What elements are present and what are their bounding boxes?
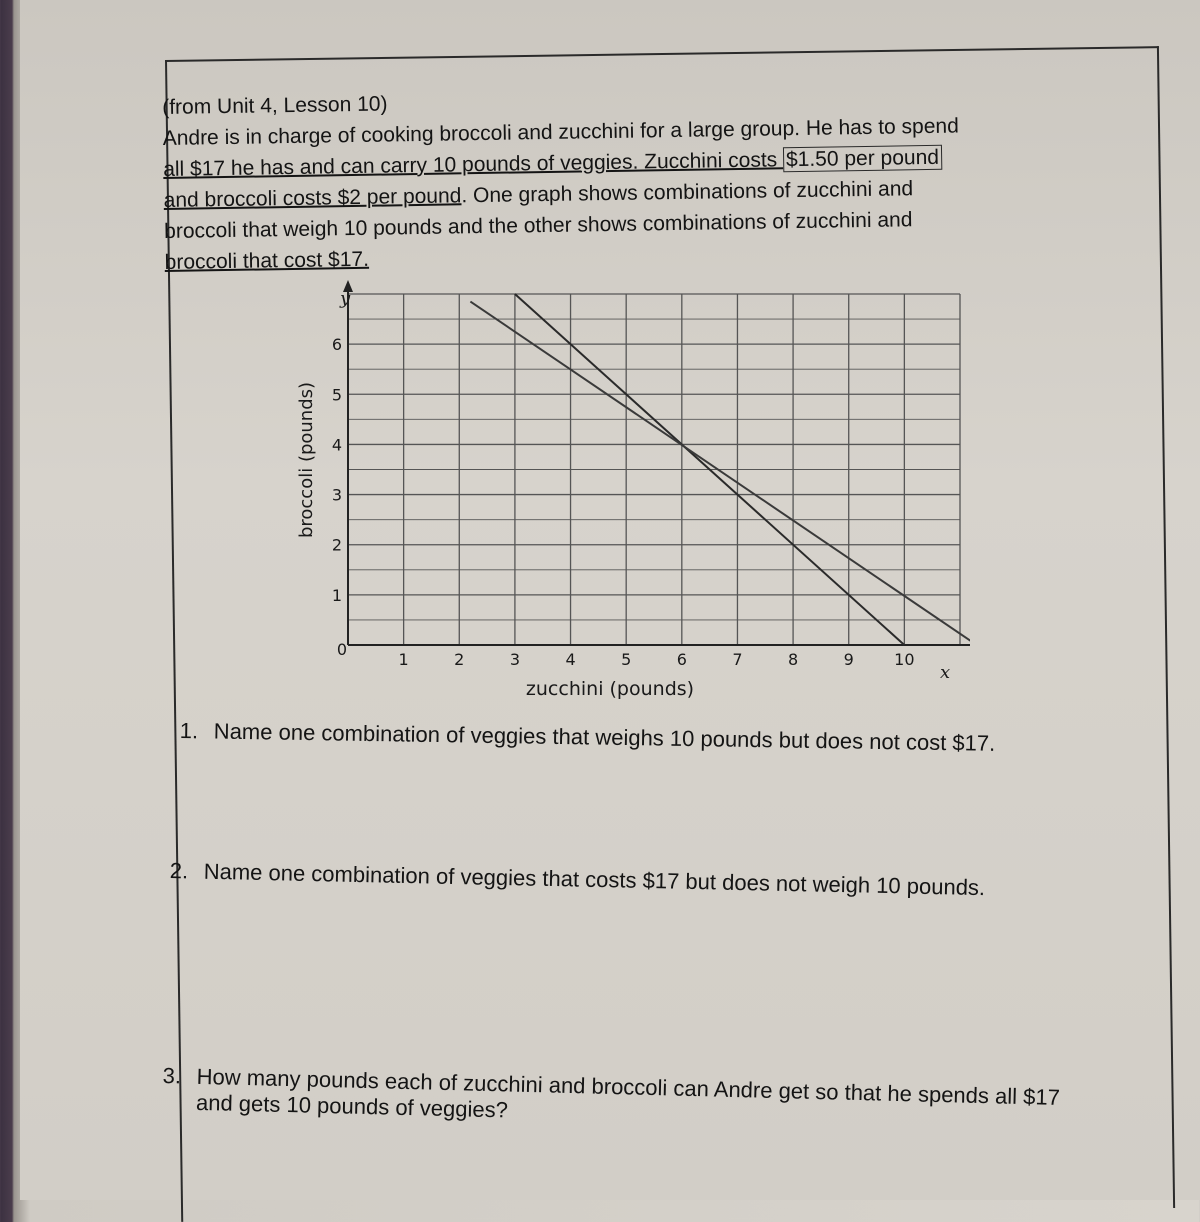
x-tick-label: 8 bbox=[787, 650, 799, 669]
veggie-graph bbox=[290, 280, 970, 700]
question-2-text: Name one combination of veggies that costs $17 but does not weigh 10 pounds. bbox=[203, 858, 986, 901]
y-axis-label: broccoli (pounds) bbox=[296, 381, 317, 539]
intro-line-6: broccoli that cost $17. bbox=[164, 247, 370, 274]
x-tick-label: 2 bbox=[454, 650, 465, 669]
x-axis-letter: x bbox=[940, 662, 951, 683]
question-3-text: How many pounds each of zucchini and broccoli can Andre get so that he spends all $17 and gets 10 pounds of veggies? bbox=[195, 1063, 1061, 1123]
x-tick-label: 4 bbox=[565, 650, 576, 669]
question-3-number: 3. bbox=[162, 1063, 182, 1089]
question-1-text: Name one combination of veggies that weighs 10 pounds but does not cost $17. bbox=[213, 718, 996, 756]
y-axis-letter: y bbox=[340, 288, 351, 309]
intro-line-4-rest: . One graph shows combinations of zucchini and bbox=[461, 177, 914, 208]
tick-labels bbox=[332, 335, 915, 669]
origin-label: 0 bbox=[336, 640, 348, 659]
intro-line-2: Andre is in charge of cooking broccoli and zucchini for a large group. He has to spend bbox=[162, 114, 959, 150]
x-tick-label: 3 bbox=[509, 650, 521, 669]
question-2-number: 2. bbox=[169, 858, 189, 884]
y-tick-label: 5 bbox=[331, 385, 342, 405]
x-tick-label: 5 bbox=[621, 650, 632, 669]
y-tick-label: 1 bbox=[331, 585, 342, 605]
x-tick-label: 7 bbox=[732, 650, 743, 669]
zucchini-price-box: $1.50 per pound bbox=[783, 145, 942, 172]
question-1-number: 1. bbox=[179, 718, 199, 744]
grid-lines bbox=[348, 294, 960, 645]
problem-intro bbox=[162, 77, 1145, 278]
y-tick-label: 3 bbox=[331, 485, 342, 505]
x-tick-label: 6 bbox=[676, 650, 687, 669]
series-line-2 bbox=[470, 302, 970, 645]
x-tick-label: 10 bbox=[894, 650, 915, 669]
intro-line-5: broccoli that weigh 10 pounds and the other shows combinations of zucchini and bbox=[164, 208, 913, 243]
intro-line-3-text: all $17 he has and can carry 10 pounds of veggies. Zucchini costs bbox=[163, 148, 784, 181]
intro-source: (from Unit 4, Lesson 10) bbox=[162, 92, 388, 119]
y-tick-label: 6 bbox=[331, 335, 342, 355]
y-tick-label: 2 bbox=[331, 535, 342, 555]
x-axis-label: zucchini (pounds) bbox=[525, 678, 695, 700]
broccoli-price-text: and broccoli costs $2 per pound bbox=[163, 184, 462, 212]
y-tick-label: 4 bbox=[331, 435, 342, 455]
x-tick-label: 1 bbox=[398, 650, 409, 669]
x-tick-label: 9 bbox=[843, 650, 854, 669]
